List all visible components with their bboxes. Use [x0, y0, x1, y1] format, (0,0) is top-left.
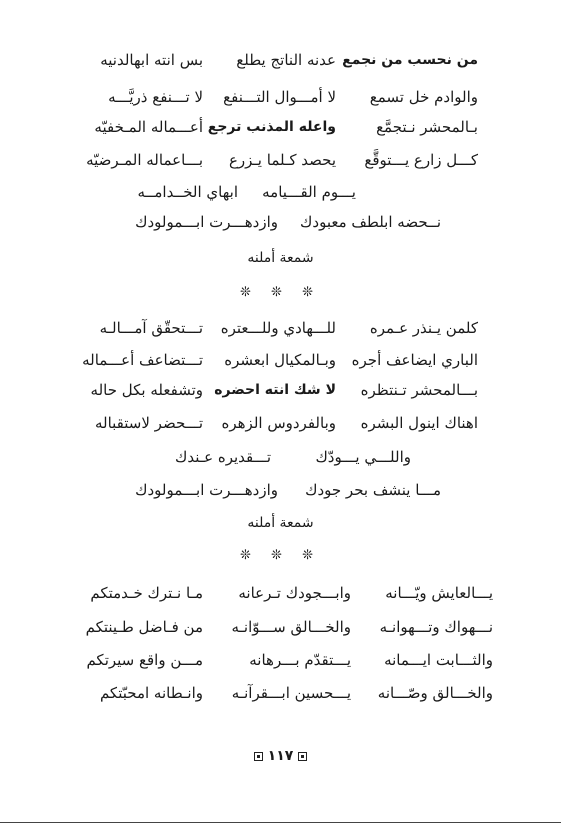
verse-s1-r3-c3: أعـــماله المـخفيّه	[94, 118, 203, 136]
page-number-value: ١١٧	[267, 748, 294, 764]
refrain-s2-r1-c2: تـــقديره عـندك	[174, 448, 271, 466]
square-ornament-icon	[254, 752, 263, 761]
verse-s3-r4-c3: وانـطانه امحبّتكم	[99, 684, 203, 702]
square-ornament-icon	[298, 752, 307, 761]
verse-s1-r3-c1: بـالمحشر نـتجمَّع	[376, 118, 478, 136]
verse-s1-r2-c1: والوادم خل تسمع	[369, 88, 478, 106]
verse-s2-r4-c1: اهناك اينول البشره	[360, 414, 478, 432]
verse-s3-r3-c2: يـــتقدّم بـــرهانه	[249, 651, 351, 669]
verse-s2-r4-c2: وبالفردوس الزهره	[221, 414, 336, 432]
verse-s1-r2-c3: لا تـــنفع ذريَّـــه	[108, 88, 203, 106]
verse-s1-r1-c2: عدنه الناتج يطلع	[236, 51, 336, 69]
verse-s2-r2-c1: الباري ايضاعف أجره	[351, 351, 478, 369]
verse-s2-r1-c3: تـــتحقّق آمـــالـه	[99, 319, 203, 337]
verse-s3-r1-c1: يـــالعايش ويّـــانه	[385, 584, 493, 602]
verse-s3-r2-c2: والخـــالق ســـوّانـه	[231, 618, 351, 636]
refrain-s1-r1-c1: يـــوم القـــيامه	[262, 183, 356, 201]
section-title: شمعة أملنه	[247, 250, 314, 266]
verse-s3-r1-c2: وابـــجودك تـرعانه	[238, 584, 351, 602]
refrain-s1-r1-c2: ابهاي الخــدامــه	[137, 183, 238, 201]
refrain-s1-r2-c2: وازدهـــرت ابـــمولودك	[135, 213, 278, 231]
verse-s3-r2-c1: نـــهواك وتـــهوانـه	[379, 618, 493, 636]
verse-s2-r1-c2: للـــهادي وللـــعتره	[220, 319, 336, 337]
star-divider: ❊ ❊ ❊	[240, 548, 321, 563]
verse-s1-r4-c2: يحصد كـلما يـزرع	[228, 151, 336, 169]
verse-s1-r4-c1: كـــل زارع يـــتوقَّع	[364, 151, 478, 169]
verse-s1-r3-c2: واعله المذنب ترجع	[207, 119, 336, 135]
verse-s3-r4-c2: يـــحسين ابـــقرآنـه	[231, 684, 351, 702]
section-title: شمعة أملنه	[247, 515, 314, 531]
refrain-s2-r2-c1: مـــا ينشف بحر جودك	[305, 481, 441, 499]
refrain-s1-r2-c1: نــحضه ابلطف معبودك	[300, 213, 441, 231]
page-number	[0, 748, 561, 764]
verse-s2-r1-c1: كلمن يـنذر عـمره	[369, 319, 478, 337]
verse-s1-r2-c2: لا أمـــوال التـــنفع	[223, 88, 336, 106]
verse-s3-r1-c3: مـا نـترك خـدمتكم	[90, 584, 203, 602]
verse-s2-r3-c3: وتشفعله بكل حاله	[90, 381, 203, 399]
verse-s2-r2-c3: تـــتضاعف أعـــماله	[82, 351, 203, 369]
verse-s3-r3-c3: مـــن واقع سيرتكم	[86, 651, 203, 669]
star-divider: ❊ ❊ ❊	[240, 285, 321, 300]
verse-s1-r4-c3: بـــاعماله المـرضيّه	[86, 151, 203, 169]
bottom-rule	[0, 822, 561, 823]
refrain-s2-r1-c1: واللـــي يـــودّك	[315, 448, 411, 466]
verse-s3-r3-c1: والثـــابت ايـــمانه	[384, 651, 493, 669]
verse-s1-r1-c3: بس انته ابهالدنيه	[100, 51, 203, 69]
verse-s2-r3-c2: لا شك انته احضره	[214, 382, 336, 398]
verse-s2-r2-c2: وبـالمكيال ابعشره	[224, 351, 336, 369]
refrain-s2-r2-c2: وازدهـــرت ابـــمولودك	[135, 481, 278, 499]
verse-s1-r1-c1: من نحسب من نجمع	[342, 52, 478, 68]
verse-s3-r4-c1: والخـــالق وصّـــانه	[377, 684, 493, 702]
verse-s3-r2-c3: من فـاضل طـينتكم	[85, 618, 203, 636]
verse-s2-r3-c1: بـــالمحشر تـنتظره	[360, 381, 478, 399]
verse-s2-r4-c3: تـــحضر لاستقباله	[94, 414, 203, 432]
